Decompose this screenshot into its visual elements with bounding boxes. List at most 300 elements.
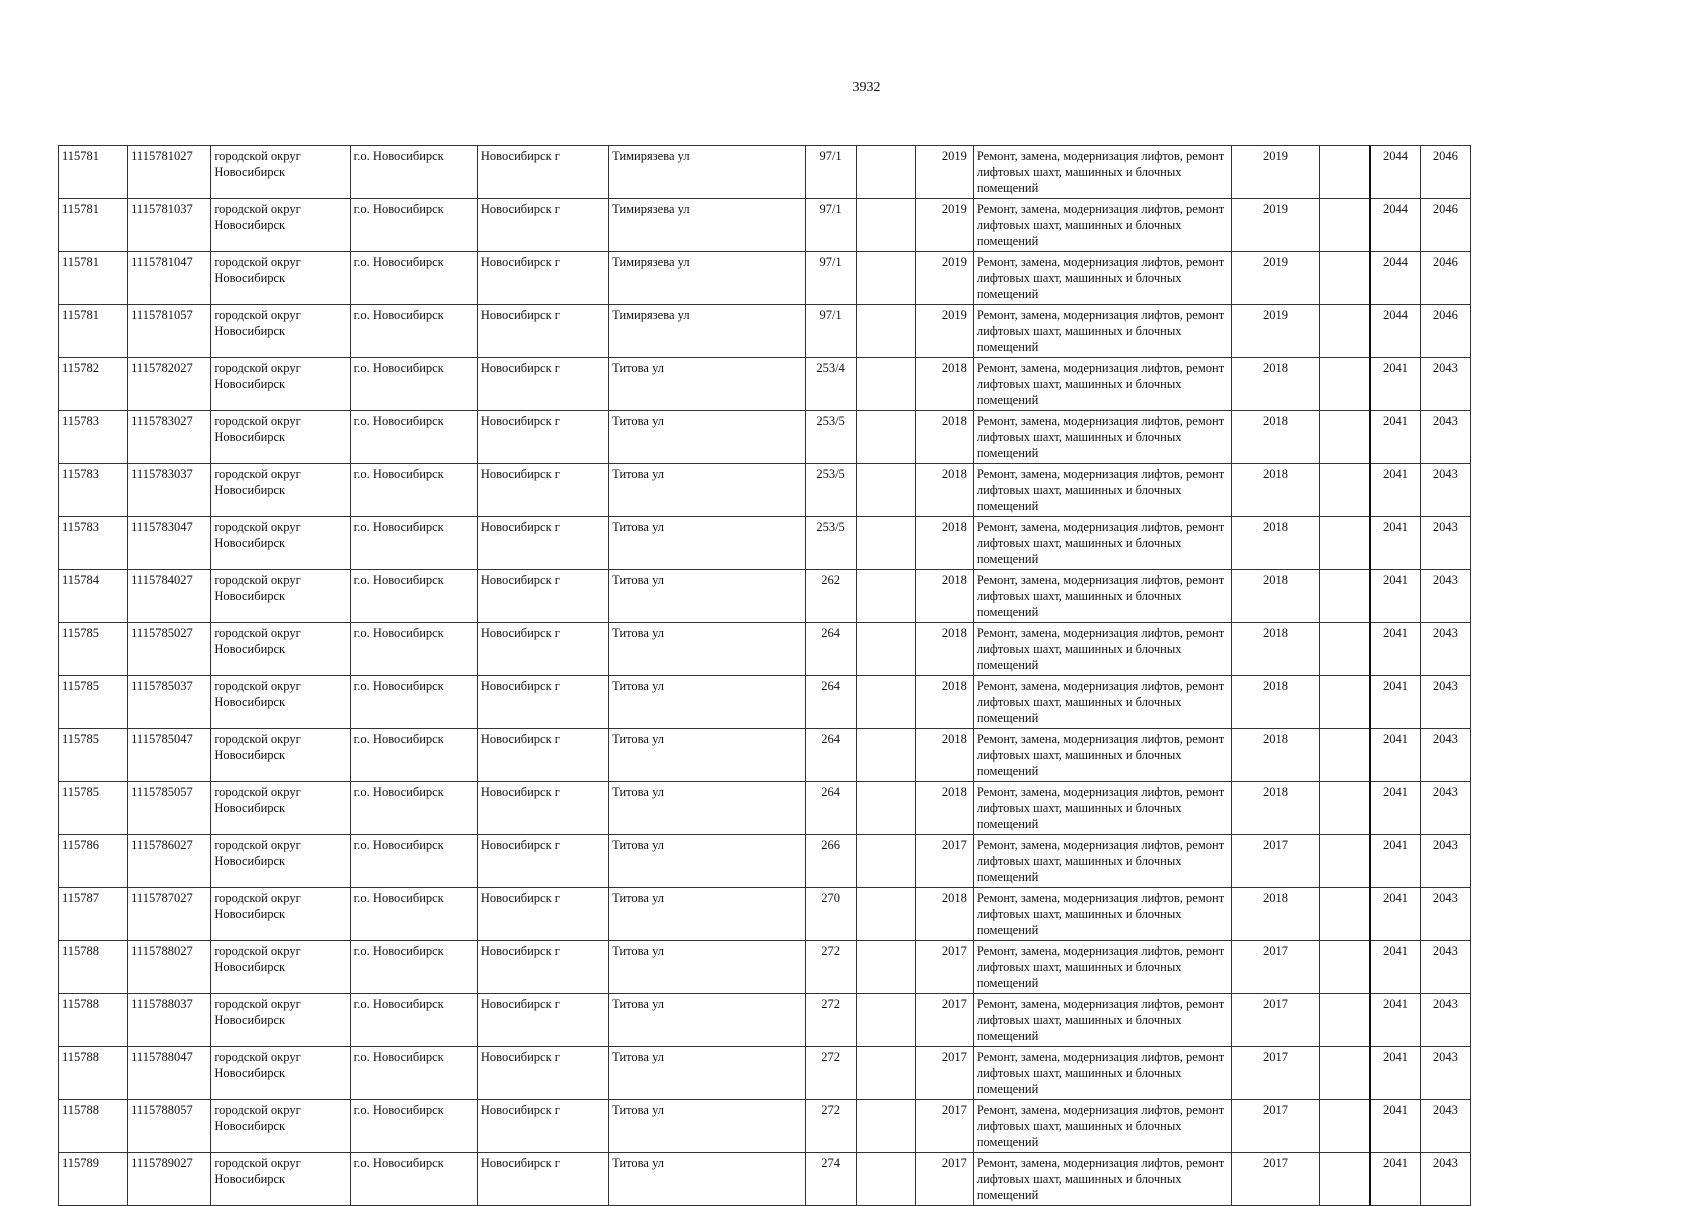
work-year-cell: 2018	[1232, 729, 1319, 782]
year-to-cell: 2043	[1420, 888, 1470, 941]
year-from-cell: 2041	[1370, 941, 1420, 994]
blank-cell	[1319, 464, 1370, 517]
table-row	[59, 358, 1471, 411]
street-cell: Тимирязева ул	[609, 199, 805, 252]
year-built-cell: 2018	[915, 570, 973, 623]
municipality-cell: г.о. Новосибирск	[350, 1153, 477, 1206]
year-from-cell: 2041	[1370, 676, 1420, 729]
table-row	[59, 623, 1471, 676]
code-cell: 1115789027	[128, 1153, 211, 1206]
id-cell: 115788	[59, 994, 128, 1047]
year-from-cell: 2041	[1370, 1100, 1420, 1153]
extra-cell	[856, 888, 915, 941]
district-cell: городской округ Новосибирск	[211, 676, 350, 729]
work-year-cell: 2017	[1232, 1100, 1319, 1153]
year-from-cell: 2041	[1370, 570, 1420, 623]
year-to-cell: 2043	[1420, 941, 1470, 994]
year-from-cell: 2044	[1370, 199, 1420, 252]
street-cell: Титова ул	[609, 994, 805, 1047]
blank-cell	[1319, 570, 1370, 623]
year-from-cell: 2041	[1370, 358, 1420, 411]
city-cell: Новосибирск г	[477, 411, 608, 464]
id-cell: 115784	[59, 570, 128, 623]
work-cell: Ремонт, замена, модернизация лифтов, ремонт лифтовых шахт, машинных и блочных помещений	[973, 464, 1232, 517]
district-cell: городской округ Новосибирск	[211, 411, 350, 464]
code-cell: 1115781047	[128, 252, 211, 305]
street-cell: Титова ул	[609, 1153, 805, 1206]
year-built-cell: 2017	[915, 1047, 973, 1100]
house-cell: 262	[805, 570, 856, 623]
blank-cell	[1319, 358, 1370, 411]
work-cell: Ремонт, замена, модернизация лифтов, ремонт лифтовых шахт, машинных и блочных помещений	[973, 623, 1232, 676]
id-cell: 115785	[59, 676, 128, 729]
blank-cell	[1319, 888, 1370, 941]
year-to-cell: 2046	[1420, 305, 1470, 358]
municipality-cell: г.о. Новосибирск	[350, 146, 477, 199]
year-built-cell: 2017	[915, 1100, 973, 1153]
year-from-cell: 2041	[1370, 729, 1420, 782]
work-year-cell: 2018	[1232, 570, 1319, 623]
year-to-cell: 2046	[1420, 146, 1470, 199]
extra-cell	[856, 464, 915, 517]
work-cell: Ремонт, замена, модернизация лифтов, ремонт лифтовых шахт, машинных и блочных помещений	[973, 517, 1232, 570]
work-year-cell: 2019	[1232, 252, 1319, 305]
work-year-cell: 2018	[1232, 358, 1319, 411]
work-year-cell: 2019	[1232, 305, 1319, 358]
id-cell: 115787	[59, 888, 128, 941]
house-cell: 97/1	[805, 146, 856, 199]
year-to-cell: 2043	[1420, 1153, 1470, 1206]
work-year-cell: 2018	[1232, 411, 1319, 464]
work-year-cell: 2018	[1232, 782, 1319, 835]
district-cell: городской округ Новосибирск	[211, 1153, 350, 1206]
city-cell: Новосибирск г	[477, 676, 608, 729]
municipality-cell: г.о. Новосибирск	[350, 305, 477, 358]
table-row	[59, 146, 1471, 199]
year-built-cell: 2018	[915, 676, 973, 729]
code-cell: 1115782027	[128, 358, 211, 411]
work-cell: Ремонт, замена, модернизация лифтов, ремонт лифтовых шахт, машинных и блочных помещений	[973, 305, 1232, 358]
city-cell: Новосибирск г	[477, 1047, 608, 1100]
district-cell: городской округ Новосибирск	[211, 358, 350, 411]
street-cell: Тимирязева ул	[609, 146, 805, 199]
year-built-cell: 2019	[915, 305, 973, 358]
year-to-cell: 2043	[1420, 358, 1470, 411]
table-row	[59, 782, 1471, 835]
code-cell: 1115781057	[128, 305, 211, 358]
municipality-cell: г.о. Новосибирск	[350, 358, 477, 411]
house-cell: 272	[805, 941, 856, 994]
year-to-cell: 2043	[1420, 464, 1470, 517]
municipality-cell: г.о. Новосибирск	[350, 729, 477, 782]
year-to-cell: 2043	[1420, 411, 1470, 464]
extra-cell	[856, 729, 915, 782]
work-year-cell: 2018	[1232, 464, 1319, 517]
table-row	[59, 888, 1471, 941]
street-cell: Титова ул	[609, 676, 805, 729]
street-cell: Тимирязева ул	[609, 252, 805, 305]
year-to-cell: 2043	[1420, 1100, 1470, 1153]
municipality-cell: г.о. Новосибирск	[350, 252, 477, 305]
work-year-cell: 2017	[1232, 1047, 1319, 1100]
work-year-cell: 2018	[1232, 517, 1319, 570]
year-from-cell: 2041	[1370, 994, 1420, 1047]
code-cell: 1115781037	[128, 199, 211, 252]
extra-cell	[856, 676, 915, 729]
blank-cell	[1319, 835, 1370, 888]
blank-cell	[1319, 252, 1370, 305]
work-cell: Ремонт, замена, модернизация лифтов, ремонт лифтовых шахт, машинных и блочных помещений	[973, 676, 1232, 729]
city-cell: Новосибирск г	[477, 994, 608, 1047]
district-cell: городской округ Новосибирск	[211, 199, 350, 252]
year-from-cell: 2044	[1370, 146, 1420, 199]
street-cell: Титова ул	[609, 1100, 805, 1153]
year-to-cell: 2043	[1420, 517, 1470, 570]
district-cell: городской округ Новосибирск	[211, 305, 350, 358]
blank-cell	[1319, 941, 1370, 994]
street-cell: Титова ул	[609, 941, 805, 994]
house-cell: 253/5	[805, 411, 856, 464]
code-cell: 1115785037	[128, 676, 211, 729]
year-to-cell: 2043	[1420, 782, 1470, 835]
extra-cell	[856, 835, 915, 888]
house-cell: 264	[805, 729, 856, 782]
year-built-cell: 2018	[915, 623, 973, 676]
year-built-cell: 2018	[915, 464, 973, 517]
year-to-cell: 2043	[1420, 994, 1470, 1047]
id-cell: 115788	[59, 941, 128, 994]
municipality-cell: г.о. Новосибирск	[350, 782, 477, 835]
code-cell: 1115788047	[128, 1047, 211, 1100]
house-cell: 97/1	[805, 305, 856, 358]
year-to-cell: 2043	[1420, 676, 1470, 729]
district-cell: городской округ Новосибирск	[211, 994, 350, 1047]
blank-cell	[1319, 1047, 1370, 1100]
house-cell: 97/1	[805, 252, 856, 305]
extra-cell	[856, 941, 915, 994]
year-built-cell: 2018	[915, 411, 973, 464]
work-cell: Ремонт, замена, модернизация лифтов, ремонт лифтовых шахт, машинных и блочных помещений	[973, 994, 1232, 1047]
year-to-cell: 2043	[1420, 835, 1470, 888]
extra-cell	[856, 1100, 915, 1153]
work-cell: Ремонт, замена, модернизация лифтов, ремонт лифтовых шахт, машинных и блочных помещений	[973, 1047, 1232, 1100]
code-cell: 1115783047	[128, 517, 211, 570]
district-cell: городской округ Новосибирск	[211, 1047, 350, 1100]
work-cell: Ремонт, замена, модернизация лифтов, ремонт лифтовых шахт, машинных и блочных помещений	[973, 782, 1232, 835]
house-cell: 264	[805, 676, 856, 729]
house-cell: 266	[805, 835, 856, 888]
year-to-cell: 2043	[1420, 623, 1470, 676]
extra-cell	[856, 517, 915, 570]
house-cell: 264	[805, 782, 856, 835]
work-cell: Ремонт, замена, модернизация лифтов, ремонт лифтовых шахт, машинных и блочных помещений	[973, 358, 1232, 411]
extra-cell	[856, 570, 915, 623]
table-row	[59, 570, 1471, 623]
year-to-cell: 2046	[1420, 252, 1470, 305]
code-cell: 1115784027	[128, 570, 211, 623]
extra-cell	[856, 252, 915, 305]
page-number: 3932	[852, 80, 881, 95]
house-cell: 253/5	[805, 464, 856, 517]
year-built-cell: 2018	[915, 517, 973, 570]
district-cell: городской округ Новосибирск	[211, 517, 350, 570]
work-year-cell: 2018	[1232, 676, 1319, 729]
city-cell: Новосибирск г	[477, 570, 608, 623]
year-to-cell: 2043	[1420, 1047, 1470, 1100]
year-from-cell: 2044	[1370, 252, 1420, 305]
district-cell: городской округ Новосибирск	[211, 782, 350, 835]
street-cell: Титова ул	[609, 835, 805, 888]
year-built-cell: 2019	[915, 252, 973, 305]
house-cell: 272	[805, 994, 856, 1047]
table-row	[59, 994, 1471, 1047]
work-year-cell: 2018	[1232, 623, 1319, 676]
district-cell: городской округ Новосибирск	[211, 570, 350, 623]
work-cell: Ремонт, замена, модернизация лифтов, ремонт лифтовых шахт, машинных и блочных помещений	[973, 252, 1232, 305]
blank-cell	[1319, 1100, 1370, 1153]
id-cell: 115783	[59, 464, 128, 517]
year-from-cell: 2041	[1370, 623, 1420, 676]
code-cell: 1115783037	[128, 464, 211, 517]
registry-table-body	[59, 146, 1471, 1206]
house-cell: 270	[805, 888, 856, 941]
id-cell: 115781	[59, 252, 128, 305]
registry-table	[58, 145, 1471, 1206]
year-built-cell: 2018	[915, 358, 973, 411]
district-cell: городской округ Новосибирск	[211, 835, 350, 888]
year-from-cell: 2041	[1370, 782, 1420, 835]
table-row	[59, 464, 1471, 517]
table-row	[59, 305, 1471, 358]
work-year-cell: 2017	[1232, 994, 1319, 1047]
year-from-cell: 2041	[1370, 411, 1420, 464]
work-cell: Ремонт, замена, модернизация лифтов, ремонт лифтовых шахт, машинных и блочных помещений	[973, 1100, 1232, 1153]
year-built-cell: 2017	[915, 835, 973, 888]
work-cell: Ремонт, замена, модернизация лифтов, ремонт лифтовых шахт, машинных и блочных помещений	[973, 941, 1232, 994]
work-cell: Ремонт, замена, модернизация лифтов, ремонт лифтовых шахт, машинных и блочных помещений	[973, 1153, 1232, 1206]
blank-cell	[1319, 676, 1370, 729]
table-row	[59, 676, 1471, 729]
work-cell: Ремонт, замена, модернизация лифтов, ремонт лифтовых шахт, машинных и блочных помещений	[973, 570, 1232, 623]
municipality-cell: г.о. Новосибирск	[350, 464, 477, 517]
year-built-cell: 2019	[915, 199, 973, 252]
id-cell: 115785	[59, 782, 128, 835]
year-built-cell: 2017	[915, 994, 973, 1047]
table-row	[59, 252, 1471, 305]
extra-cell	[856, 199, 915, 252]
blank-cell	[1319, 517, 1370, 570]
house-cell: 274	[805, 1153, 856, 1206]
house-cell: 97/1	[805, 199, 856, 252]
house-cell: 264	[805, 623, 856, 676]
table-row	[59, 1100, 1471, 1153]
municipality-cell: г.о. Новосибирск	[350, 835, 477, 888]
municipality-cell: г.о. Новосибирск	[350, 1100, 477, 1153]
year-from-cell: 2041	[1370, 1153, 1420, 1206]
city-cell: Новосибирск г	[477, 623, 608, 676]
year-built-cell: 2018	[915, 888, 973, 941]
municipality-cell: г.о. Новосибирск	[350, 888, 477, 941]
district-cell: городской округ Новосибирск	[211, 729, 350, 782]
table-row	[59, 411, 1471, 464]
id-cell: 115782	[59, 358, 128, 411]
code-cell: 1115781027	[128, 146, 211, 199]
code-cell: 1115788027	[128, 941, 211, 994]
year-from-cell: 2041	[1370, 1047, 1420, 1100]
district-cell: городской округ Новосибирск	[211, 1100, 350, 1153]
street-cell: Титова ул	[609, 782, 805, 835]
city-cell: Новосибирск г	[477, 1153, 608, 1206]
street-cell: Титова ул	[609, 570, 805, 623]
blank-cell	[1319, 305, 1370, 358]
house-cell: 272	[805, 1100, 856, 1153]
extra-cell	[856, 1153, 915, 1206]
work-cell: Ремонт, замена, модернизация лифтов, ремонт лифтовых шахт, машинных и блочных помещений	[973, 835, 1232, 888]
work-cell: Ремонт, замена, модернизация лифтов, ремонт лифтовых шахт, машинных и блочных помещений	[973, 146, 1232, 199]
municipality-cell: г.о. Новосибирск	[350, 570, 477, 623]
year-built-cell: 2017	[915, 941, 973, 994]
id-cell: 115785	[59, 623, 128, 676]
city-cell: Новосибирск г	[477, 305, 608, 358]
work-year-cell: 2019	[1232, 199, 1319, 252]
year-from-cell: 2041	[1370, 835, 1420, 888]
street-cell: Титова ул	[609, 358, 805, 411]
street-cell: Титова ул	[609, 1047, 805, 1100]
municipality-cell: г.о. Новосибирск	[350, 199, 477, 252]
table-row	[59, 729, 1471, 782]
table-row	[59, 941, 1471, 994]
id-cell: 115788	[59, 1100, 128, 1153]
year-to-cell: 2043	[1420, 570, 1470, 623]
extra-cell	[856, 146, 915, 199]
blank-cell	[1319, 411, 1370, 464]
district-cell: городской округ Новосибирск	[211, 888, 350, 941]
municipality-cell: г.о. Новосибирск	[350, 1047, 477, 1100]
blank-cell	[1319, 146, 1370, 199]
blank-cell	[1319, 994, 1370, 1047]
extra-cell	[856, 411, 915, 464]
house-cell: 272	[805, 1047, 856, 1100]
year-from-cell: 2041	[1370, 888, 1420, 941]
code-cell: 1115788037	[128, 994, 211, 1047]
city-cell: Новосибирск г	[477, 888, 608, 941]
extra-cell	[856, 782, 915, 835]
street-cell: Тимирязева ул	[609, 305, 805, 358]
city-cell: Новосибирск г	[477, 941, 608, 994]
code-cell: 1115785047	[128, 729, 211, 782]
blank-cell	[1319, 782, 1370, 835]
id-cell: 115781	[59, 146, 128, 199]
table-row	[59, 199, 1471, 252]
blank-cell	[1319, 199, 1370, 252]
id-cell: 115785	[59, 729, 128, 782]
year-from-cell: 2041	[1370, 464, 1420, 517]
id-cell: 115783	[59, 411, 128, 464]
house-cell: 253/4	[805, 358, 856, 411]
code-cell: 1115785057	[128, 782, 211, 835]
work-year-cell: 2017	[1232, 1153, 1319, 1206]
city-cell: Новосибирск г	[477, 252, 608, 305]
street-cell: Титова ул	[609, 623, 805, 676]
id-cell: 115789	[59, 1153, 128, 1206]
city-cell: Новосибирск г	[477, 1100, 608, 1153]
table-row	[59, 1047, 1471, 1100]
city-cell: Новосибирск г	[477, 517, 608, 570]
year-built-cell: 2018	[915, 782, 973, 835]
extra-cell	[856, 305, 915, 358]
id-cell: 115786	[59, 835, 128, 888]
work-cell: Ремонт, замена, модернизация лифтов, ремонт лифтовых шахт, машинных и блочных помещений	[973, 888, 1232, 941]
district-cell: городской округ Новосибирск	[211, 252, 350, 305]
code-cell: 1115787027	[128, 888, 211, 941]
blank-cell	[1319, 1153, 1370, 1206]
work-cell: Ремонт, замена, модернизация лифтов, ремонт лифтовых шахт, машинных и блочных помещений	[973, 199, 1232, 252]
year-from-cell: 2041	[1370, 517, 1420, 570]
blank-cell	[1319, 623, 1370, 676]
municipality-cell: г.о. Новосибирск	[350, 623, 477, 676]
code-cell: 1115788057	[128, 1100, 211, 1153]
code-cell: 1115785027	[128, 623, 211, 676]
municipality-cell: г.о. Новосибирск	[350, 994, 477, 1047]
work-year-cell: 2018	[1232, 888, 1319, 941]
city-cell: Новосибирск г	[477, 358, 608, 411]
work-year-cell: 2017	[1232, 941, 1319, 994]
id-cell: 115783	[59, 517, 128, 570]
district-cell: городской округ Новосибирск	[211, 464, 350, 517]
street-cell: Титова ул	[609, 517, 805, 570]
city-cell: Новосибирск г	[477, 464, 608, 517]
id-cell: 115781	[59, 305, 128, 358]
extra-cell	[856, 358, 915, 411]
year-built-cell: 2019	[915, 146, 973, 199]
work-year-cell: 2017	[1232, 835, 1319, 888]
district-cell: городской округ Новосибирск	[211, 941, 350, 994]
street-cell: Титова ул	[609, 411, 805, 464]
table-row	[59, 517, 1471, 570]
code-cell: 1115786027	[128, 835, 211, 888]
city-cell: Новосибирск г	[477, 146, 608, 199]
year-to-cell: 2046	[1420, 199, 1470, 252]
year-to-cell: 2043	[1420, 729, 1470, 782]
city-cell: Новосибирск г	[477, 199, 608, 252]
city-cell: Новосибирск г	[477, 782, 608, 835]
municipality-cell: г.о. Новосибирск	[350, 676, 477, 729]
year-from-cell: 2044	[1370, 305, 1420, 358]
work-cell: Ремонт, замена, модернизация лифтов, ремонт лифтовых шахт, машинных и блочных помещений	[973, 411, 1232, 464]
extra-cell	[856, 994, 915, 1047]
work-cell: Ремонт, замена, модернизация лифтов, ремонт лифтовых шахт, машинных и блочных помещений	[973, 729, 1232, 782]
work-year-cell: 2019	[1232, 146, 1319, 199]
district-cell: городской округ Новосибирск	[211, 623, 350, 676]
extra-cell	[856, 623, 915, 676]
district-cell: городской округ Новосибирск	[211, 146, 350, 199]
municipality-cell: г.о. Новосибирск	[350, 411, 477, 464]
municipality-cell: г.о. Новосибирск	[350, 517, 477, 570]
street-cell: Титова ул	[609, 729, 805, 782]
blank-cell	[1319, 729, 1370, 782]
city-cell: Новосибирск г	[477, 835, 608, 888]
year-built-cell: 2017	[915, 1153, 973, 1206]
municipality-cell: г.о. Новосибирск	[350, 941, 477, 994]
city-cell: Новосибирск г	[477, 729, 608, 782]
house-cell: 253/5	[805, 517, 856, 570]
year-built-cell: 2018	[915, 729, 973, 782]
street-cell: Титова ул	[609, 464, 805, 517]
street-cell: Титова ул	[609, 888, 805, 941]
id-cell: 115788	[59, 1047, 128, 1100]
extra-cell	[856, 1047, 915, 1100]
table-row	[59, 1153, 1471, 1206]
